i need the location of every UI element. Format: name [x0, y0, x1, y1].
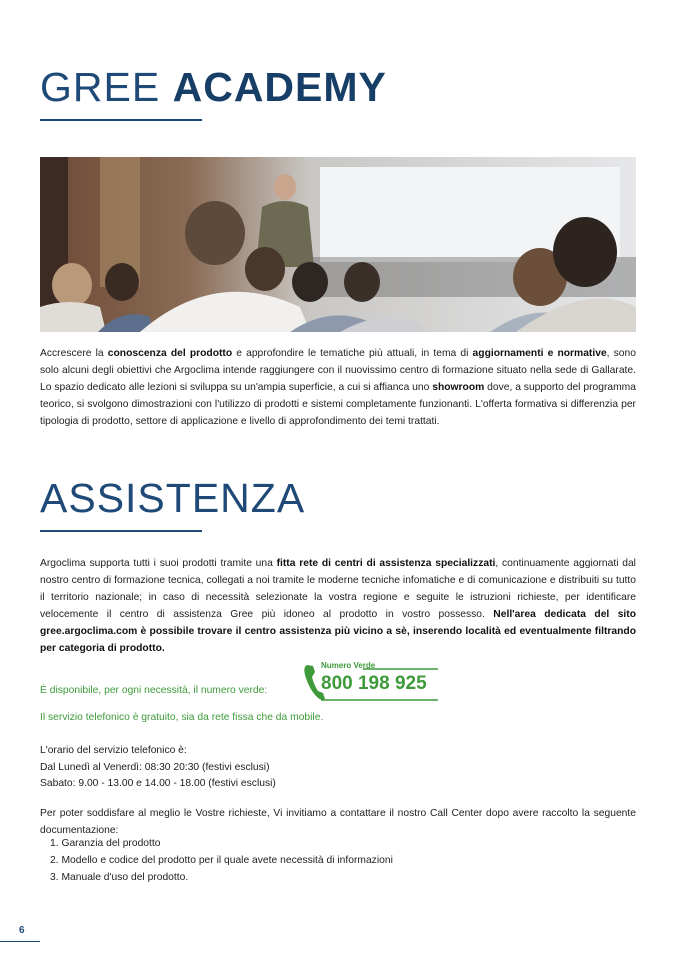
- numero-verde-badge: [301, 661, 441, 703]
- numero-verde-number: 800 198 925: [321, 673, 427, 694]
- academy-title-rule: [40, 119, 202, 121]
- page-number-rule: [0, 941, 40, 942]
- hours-saturday: Sabato: 9.00 - 13.00 e 14.00 - 18.00 (festivi esclusi): [40, 778, 276, 789]
- academy-text-run: conoscenza del prodotto: [107, 348, 233, 359]
- hours-weekdays: Dal Lunedì al Venerdì: 08:30 20:30 (festivi esclusi): [40, 762, 270, 773]
- service-free-text: Il servizio telefonico è gratuito, sia da rete fissa che da mobile.: [40, 712, 324, 723]
- academy-text-run: aggiornamenti e normative: [472, 348, 607, 359]
- assistenza-text-run: , continuamente aggiornati dal nostro centro di formazione tecnica, collegati a noi tramite le moderne tecniche infomatiche e di comunicazione e distribuiti su tutto il territorio nazionale; in caso di necessità selezionate la vostra regione e seguite le istruzioni richieste, per identificare velocemente il centro di assistenza Gree più idoneo al prodotto in vostro possesso.: [40, 558, 636, 620]
- academy-title: [40, 64, 387, 110]
- list-item: 3. Manuale d'uso del prodotto.: [50, 872, 189, 883]
- assistenza-paragraph: [40, 555, 636, 657]
- numero-verde-label: Numero Verde: [321, 661, 376, 670]
- assistenza-title-rule: [40, 530, 202, 532]
- page-number: 6: [19, 925, 25, 936]
- academy-paragraph: [40, 345, 636, 430]
- assistenza-text-run: Nell'area dedicata del sito gree.argoclima.com è possibile trovare il centro assistenza più vicino a sè, inserendo località ed eventualmente filtrando per categoria di prodotto.: [40, 609, 636, 654]
- hours-title: L'orario del servizio telefonico è:: [40, 745, 187, 756]
- academy-text-run: showroom: [432, 382, 485, 393]
- academy-text-run: dove, a supporto del programma teorico, si svolgono dimostrazioni con l'utilizzo di prodotti e sistemi completamente funzionanti. L'offerta formativa si differenzia per tipologia di prodotto, settore di applicazione e livello di approfondimento dei temi trattati.: [40, 382, 636, 427]
- assistenza-title: ASSISTENZA: [40, 475, 306, 521]
- academy-title-bold: ACADEMY: [172, 64, 387, 110]
- academy-title-light: GREE: [40, 64, 161, 110]
- numero-verde-text: È disponibile, per ogni necessità, il numero verde:: [40, 685, 268, 696]
- list-item: 2. Modello e codice del prodotto per il quale avete necessità di informazioni: [50, 855, 393, 866]
- assistenza-text-run: fitta rete di centri di assistenza specializzati: [276, 558, 496, 569]
- academy-text-run: e approfondire le tematiche più attuali, in tema di: [232, 348, 473, 359]
- classroom-photo: [40, 157, 636, 332]
- academy-text-run: Accrescere la: [40, 348, 108, 359]
- documents-list: [50, 835, 393, 886]
- assistenza-text-run: Argoclima supporta tutti i suoi prodotti tramite una: [40, 558, 277, 569]
- request-paragraph: Per poter soddisfare al meglio le Vostre richieste, Vi invitiamo a contattare il nostro Call Center dopo avere raccolto la seguente documentazione:: [40, 808, 636, 836]
- academy-text-run: , sono solo alcuni degli obiettivi che Argoclima intende raggiungere con il nuovissimo centro di formazione situato nella sede di Gallarate. Lo spazio dedicato alle lezioni si sviluppa su un'ampia superficie, a cui si affianca uno: [40, 348, 636, 393]
- list-item: 1. Garanzia del prodotto: [50, 838, 161, 849]
